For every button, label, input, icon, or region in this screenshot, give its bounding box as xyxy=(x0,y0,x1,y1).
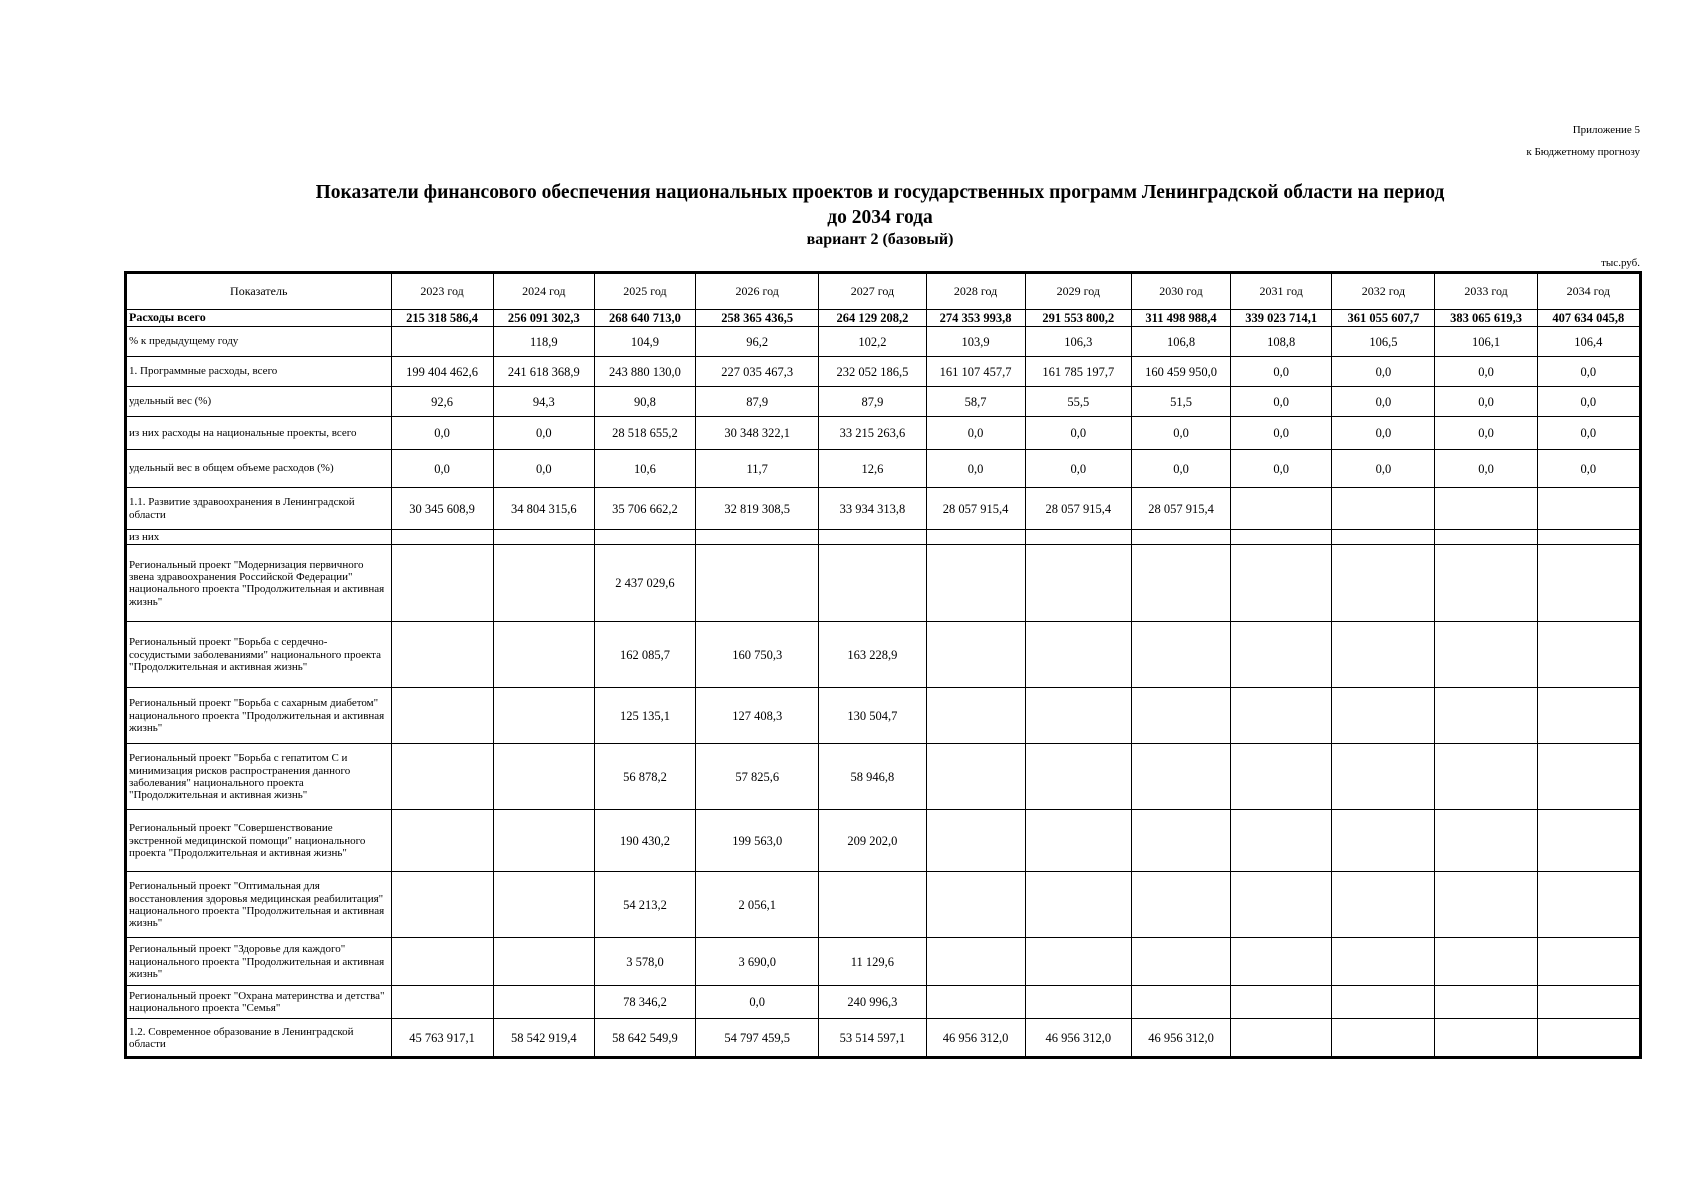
value-cell: 0,0 xyxy=(1435,417,1537,450)
value-cell xyxy=(1435,938,1537,986)
row-label: 1.1. Развитие здравоохранения в Ленинградской области xyxy=(127,488,392,530)
row-label: Региональный проект "Совершенствование экстренной медицинской помощи" национального проекта "Продолжительная и активная жизнь" xyxy=(127,810,392,872)
value-cell xyxy=(1025,688,1131,744)
value-cell: 0,0 xyxy=(1332,450,1435,488)
value-cell: 0,0 xyxy=(1537,357,1639,387)
value-cell xyxy=(1025,986,1131,1019)
value-cell: 0,0 xyxy=(493,417,594,450)
value-cell: 227 035 467,3 xyxy=(696,357,819,387)
value-cell xyxy=(1537,810,1639,872)
value-cell: 407 634 045,8 xyxy=(1537,310,1639,327)
value-cell xyxy=(493,810,594,872)
column-header-year: 2024 год xyxy=(493,274,594,310)
value-cell xyxy=(1537,622,1639,688)
value-cell xyxy=(391,986,493,1019)
value-cell: 92,6 xyxy=(391,387,493,417)
row-label: Региональный проект "Здоровье для каждого" национального проекта "Продолжительная и активная жизнь" xyxy=(127,938,392,986)
value-cell: 103,9 xyxy=(926,327,1025,357)
value-cell: 0,0 xyxy=(926,417,1025,450)
table-row xyxy=(127,744,1640,810)
value-cell: 118,9 xyxy=(493,327,594,357)
value-cell xyxy=(926,810,1025,872)
value-cell xyxy=(926,530,1025,545)
value-cell xyxy=(1332,530,1435,545)
value-cell: 0,0 xyxy=(391,450,493,488)
table-row xyxy=(127,530,1640,545)
column-header-year: 2029 год xyxy=(1025,274,1131,310)
value-cell: 268 640 713,0 xyxy=(594,310,695,327)
table-row xyxy=(127,810,1640,872)
value-cell xyxy=(1131,986,1230,1019)
table-row xyxy=(127,417,1640,450)
value-cell: 106,4 xyxy=(1537,327,1639,357)
value-cell xyxy=(493,938,594,986)
value-cell xyxy=(1131,622,1230,688)
value-cell xyxy=(926,688,1025,744)
value-cell: 162 085,7 xyxy=(594,622,695,688)
value-cell: 104,9 xyxy=(594,327,695,357)
value-cell xyxy=(1025,622,1131,688)
value-cell: 3 578,0 xyxy=(594,938,695,986)
value-cell xyxy=(1131,688,1230,744)
value-cell: 215 318 586,4 xyxy=(391,310,493,327)
value-cell xyxy=(1231,938,1332,986)
document-title: Показатели финансового обеспечения национальных проектов и государственных программ Ленинградской области на период xyxy=(315,182,1445,203)
value-cell: 0,0 xyxy=(1231,450,1332,488)
table-header-row xyxy=(127,274,1640,310)
value-cell: 291 553 800,2 xyxy=(1025,310,1131,327)
value-cell xyxy=(1332,986,1435,1019)
value-cell: 28 057 915,4 xyxy=(1025,488,1131,530)
value-cell xyxy=(391,872,493,938)
value-cell xyxy=(391,622,493,688)
value-cell: 0,0 xyxy=(1435,387,1537,417)
value-cell: 10,6 xyxy=(594,450,695,488)
value-cell: 32 819 308,5 xyxy=(696,488,819,530)
value-cell xyxy=(1435,872,1537,938)
value-cell: 199 563,0 xyxy=(696,810,819,872)
value-cell: 199 404 462,6 xyxy=(391,357,493,387)
value-cell xyxy=(1131,530,1230,545)
value-cell xyxy=(1435,810,1537,872)
value-cell: 0,0 xyxy=(926,450,1025,488)
value-cell xyxy=(1435,1019,1537,1057)
value-cell: 53 514 597,1 xyxy=(819,1019,926,1057)
value-cell xyxy=(696,545,819,622)
row-label: Региональный проект "Оптимальная для восстановления здоровья медицинская реабилитация" национального проекта "Продолжительная и активная жизнь" xyxy=(127,872,392,938)
value-cell xyxy=(1435,545,1537,622)
row-label: 1. Программные расходы, всего xyxy=(127,357,392,387)
value-cell: 58 946,8 xyxy=(819,744,926,810)
value-cell: 28 057 915,4 xyxy=(926,488,1025,530)
value-cell: 45 763 917,1 xyxy=(391,1019,493,1057)
value-cell: 160 459 950,0 xyxy=(1131,357,1230,387)
value-cell: 0,0 xyxy=(1435,357,1537,387)
value-cell: 46 956 312,0 xyxy=(1025,1019,1131,1057)
value-cell xyxy=(391,545,493,622)
value-cell xyxy=(391,688,493,744)
value-cell: 2 056,1 xyxy=(696,872,819,938)
value-cell: 232 052 186,5 xyxy=(819,357,926,387)
value-cell: 11,7 xyxy=(696,450,819,488)
value-cell xyxy=(926,622,1025,688)
value-cell xyxy=(1332,872,1435,938)
column-header-indicator: Показатель xyxy=(127,274,392,310)
row-label: Региональный проект "Охрана материнства и детства" национального проекта "Семья" xyxy=(127,986,392,1019)
value-cell xyxy=(1332,810,1435,872)
value-cell xyxy=(819,530,926,545)
row-label: 1.2. Современное образование в Ленинградской области xyxy=(127,1019,392,1057)
value-cell: 0,0 xyxy=(1332,417,1435,450)
value-cell: 106,8 xyxy=(1131,327,1230,357)
column-header-year: 2027 год xyxy=(819,274,926,310)
value-cell xyxy=(1537,986,1639,1019)
value-cell xyxy=(1025,530,1131,545)
value-cell: 243 880 130,0 xyxy=(594,357,695,387)
value-cell xyxy=(1025,810,1131,872)
column-header-year: 2023 год xyxy=(391,274,493,310)
value-cell: 34 804 315,6 xyxy=(493,488,594,530)
value-cell: 163 228,9 xyxy=(819,622,926,688)
value-cell: 0,0 xyxy=(1537,417,1639,450)
value-cell xyxy=(1537,872,1639,938)
value-cell: 0,0 xyxy=(1332,387,1435,417)
value-cell: 54 797 459,5 xyxy=(696,1019,819,1057)
value-cell: 30 345 608,9 xyxy=(391,488,493,530)
value-cell: 161 785 197,7 xyxy=(1025,357,1131,387)
value-cell xyxy=(1332,938,1435,986)
value-cell: 0,0 xyxy=(1537,450,1639,488)
value-cell: 3 690,0 xyxy=(696,938,819,986)
value-cell xyxy=(1537,744,1639,810)
value-cell: 87,9 xyxy=(819,387,926,417)
value-cell xyxy=(1025,872,1131,938)
value-cell xyxy=(1332,1019,1435,1057)
column-header-year: 2031 год xyxy=(1231,274,1332,310)
value-cell: 57 825,6 xyxy=(696,744,819,810)
value-cell xyxy=(926,986,1025,1019)
value-cell: 127 408,3 xyxy=(696,688,819,744)
value-cell: 87,9 xyxy=(696,387,819,417)
value-cell: 106,1 xyxy=(1435,327,1537,357)
value-cell: 108,8 xyxy=(1231,327,1332,357)
value-cell: 0,0 xyxy=(1231,417,1332,450)
value-cell xyxy=(1332,688,1435,744)
document-title-period: до 2034 года xyxy=(827,207,933,228)
value-cell: 28 057 915,4 xyxy=(1131,488,1230,530)
value-cell: 46 956 312,0 xyxy=(1131,1019,1230,1057)
value-cell: 55,5 xyxy=(1025,387,1131,417)
value-cell xyxy=(1131,872,1230,938)
value-cell: 0,0 xyxy=(391,417,493,450)
value-cell xyxy=(1131,938,1230,986)
value-cell: 58 642 549,9 xyxy=(594,1019,695,1057)
value-cell: 35 706 662,2 xyxy=(594,488,695,530)
value-cell xyxy=(1537,1019,1639,1057)
value-cell xyxy=(1131,744,1230,810)
row-label: Расходы всего xyxy=(127,310,392,327)
column-header-year: 2026 год xyxy=(696,274,819,310)
value-cell xyxy=(1231,530,1332,545)
value-cell: 274 353 993,8 xyxy=(926,310,1025,327)
value-cell xyxy=(1231,810,1332,872)
value-cell: 190 430,2 xyxy=(594,810,695,872)
row-label: Региональный проект "Борьба с сахарным диабетом" национального проекта "Продолжительная и активная жизнь" xyxy=(127,688,392,744)
table-row xyxy=(127,872,1640,938)
value-cell: 256 091 302,3 xyxy=(493,310,594,327)
table-body xyxy=(127,310,1640,1057)
row-label: % к предыдущему году xyxy=(127,327,392,357)
value-cell xyxy=(926,872,1025,938)
table-row xyxy=(127,488,1640,530)
value-cell: 58 542 919,4 xyxy=(493,1019,594,1057)
value-cell xyxy=(1231,545,1332,622)
value-cell: 102,2 xyxy=(819,327,926,357)
row-label: Региональный проект "Борьба с сердечно-сосудистыми заболеваниями" национального проекта "Продолжительная и активная жизнь" xyxy=(127,622,392,688)
value-cell xyxy=(819,545,926,622)
value-cell xyxy=(1025,938,1131,986)
value-cell xyxy=(1231,986,1332,1019)
value-cell xyxy=(926,938,1025,986)
row-label: из них расходы на национальные проекты, всего xyxy=(127,417,392,450)
table-row xyxy=(127,986,1640,1019)
value-cell xyxy=(819,872,926,938)
budget-table xyxy=(126,273,1640,1057)
table-row xyxy=(127,357,1640,387)
value-cell xyxy=(493,545,594,622)
value-cell: 0,0 xyxy=(1025,417,1131,450)
value-cell xyxy=(493,872,594,938)
value-cell xyxy=(391,938,493,986)
value-cell: 240 996,3 xyxy=(819,986,926,1019)
value-cell: 311 498 988,4 xyxy=(1131,310,1230,327)
value-cell xyxy=(1435,986,1537,1019)
value-cell: 30 348 322,1 xyxy=(696,417,819,450)
value-cell xyxy=(1332,622,1435,688)
value-cell: 28 518 655,2 xyxy=(594,417,695,450)
value-cell: 106,5 xyxy=(1332,327,1435,357)
value-cell: 130 504,7 xyxy=(819,688,926,744)
value-cell xyxy=(1332,744,1435,810)
value-cell xyxy=(594,530,695,545)
value-cell: 125 135,1 xyxy=(594,688,695,744)
value-cell: 11 129,6 xyxy=(819,938,926,986)
table-row xyxy=(127,310,1640,327)
value-cell: 0,0 xyxy=(1131,450,1230,488)
value-cell: 56 878,2 xyxy=(594,744,695,810)
value-cell: 0,0 xyxy=(1332,357,1435,387)
value-cell xyxy=(1537,530,1639,545)
row-label: удельный вес (%) xyxy=(127,387,392,417)
value-cell xyxy=(1131,545,1230,622)
value-cell: 90,8 xyxy=(594,387,695,417)
value-cell xyxy=(1537,688,1639,744)
column-header-year: 2032 год xyxy=(1332,274,1435,310)
value-cell: 0,0 xyxy=(1131,417,1230,450)
table-row xyxy=(127,622,1640,688)
value-cell: 0,0 xyxy=(1537,387,1639,417)
row-label: Региональный проект "Модернизация первичного звена здравоохранения Российской Федерации" национального проекта "Продолжительная и активная жизнь" xyxy=(127,545,392,622)
table-row xyxy=(127,327,1640,357)
column-header-year: 2030 год xyxy=(1131,274,1230,310)
row-label: из них xyxy=(127,530,392,545)
value-cell: 0,0 xyxy=(696,986,819,1019)
value-cell: 0,0 xyxy=(1025,450,1131,488)
table-row xyxy=(127,450,1640,488)
value-cell xyxy=(1231,744,1332,810)
annex-reference: к Бюджетному прогнозу xyxy=(1526,146,1640,158)
value-cell xyxy=(1435,488,1537,530)
value-cell xyxy=(1435,530,1537,545)
value-cell: 78 346,2 xyxy=(594,986,695,1019)
value-cell xyxy=(1537,488,1639,530)
value-cell: 54 213,2 xyxy=(594,872,695,938)
value-cell xyxy=(1231,1019,1332,1057)
value-cell xyxy=(1537,545,1639,622)
value-cell xyxy=(391,327,493,357)
value-cell xyxy=(391,810,493,872)
table-row xyxy=(127,938,1640,986)
value-cell: 33 934 313,8 xyxy=(819,488,926,530)
value-cell: 0,0 xyxy=(1435,450,1537,488)
value-cell: 0,0 xyxy=(1231,357,1332,387)
value-cell xyxy=(1231,622,1332,688)
document-subtitle-variant: вариант 2 (базовый) xyxy=(806,231,954,248)
units-label: тыс.руб. xyxy=(1601,257,1640,269)
value-cell xyxy=(391,530,493,545)
value-cell xyxy=(1231,488,1332,530)
value-cell: 160 750,3 xyxy=(696,622,819,688)
value-cell: 94,3 xyxy=(493,387,594,417)
table-row xyxy=(127,545,1640,622)
value-cell xyxy=(493,986,594,1019)
table-row xyxy=(127,1019,1640,1057)
value-cell: 383 065 619,3 xyxy=(1435,310,1537,327)
value-cell xyxy=(1435,744,1537,810)
value-cell: 361 055 607,7 xyxy=(1332,310,1435,327)
value-cell: 209 202,0 xyxy=(819,810,926,872)
column-header-year: 2028 год xyxy=(926,274,1025,310)
annex-number: Приложение 5 xyxy=(1572,124,1640,136)
value-cell: 161 107 457,7 xyxy=(926,357,1025,387)
value-cell xyxy=(493,688,594,744)
table-row xyxy=(127,688,1640,744)
value-cell: 33 215 263,6 xyxy=(819,417,926,450)
value-cell xyxy=(493,530,594,545)
value-cell: 264 129 208,2 xyxy=(819,310,926,327)
column-header-year: 2034 год xyxy=(1537,274,1639,310)
value-cell: 106,3 xyxy=(1025,327,1131,357)
value-cell xyxy=(1435,688,1537,744)
column-header-year: 2033 год xyxy=(1435,274,1537,310)
value-cell xyxy=(1435,622,1537,688)
value-cell: 46 956 312,0 xyxy=(926,1019,1025,1057)
value-cell xyxy=(1025,545,1131,622)
row-label: удельный вес в общем объеме расходов (%) xyxy=(127,450,392,488)
value-cell xyxy=(926,744,1025,810)
row-label: Региональный проект "Борьба с гепатитом С и минимизация рисков распространения данного заболевания" национального проекта "Продолжительная и активная жизнь" xyxy=(127,744,392,810)
value-cell: 258 365 436,5 xyxy=(696,310,819,327)
value-cell xyxy=(1131,810,1230,872)
value-cell xyxy=(493,622,594,688)
value-cell: 51,5 xyxy=(1131,387,1230,417)
value-cell xyxy=(1537,938,1639,986)
value-cell: 58,7 xyxy=(926,387,1025,417)
value-cell xyxy=(696,530,819,545)
value-cell: 2 437 029,6 xyxy=(594,545,695,622)
value-cell: 241 618 368,9 xyxy=(493,357,594,387)
value-cell xyxy=(1231,688,1332,744)
value-cell: 339 023 714,1 xyxy=(1231,310,1332,327)
value-cell xyxy=(1025,744,1131,810)
value-cell xyxy=(1332,545,1435,622)
value-cell xyxy=(391,744,493,810)
value-cell: 96,2 xyxy=(696,327,819,357)
table-row xyxy=(127,387,1640,417)
column-header-year: 2025 год xyxy=(594,274,695,310)
value-cell: 12,6 xyxy=(819,450,926,488)
value-cell xyxy=(1332,488,1435,530)
value-cell xyxy=(926,545,1025,622)
value-cell xyxy=(493,744,594,810)
value-cell xyxy=(1231,872,1332,938)
value-cell: 0,0 xyxy=(1231,387,1332,417)
value-cell: 0,0 xyxy=(493,450,594,488)
